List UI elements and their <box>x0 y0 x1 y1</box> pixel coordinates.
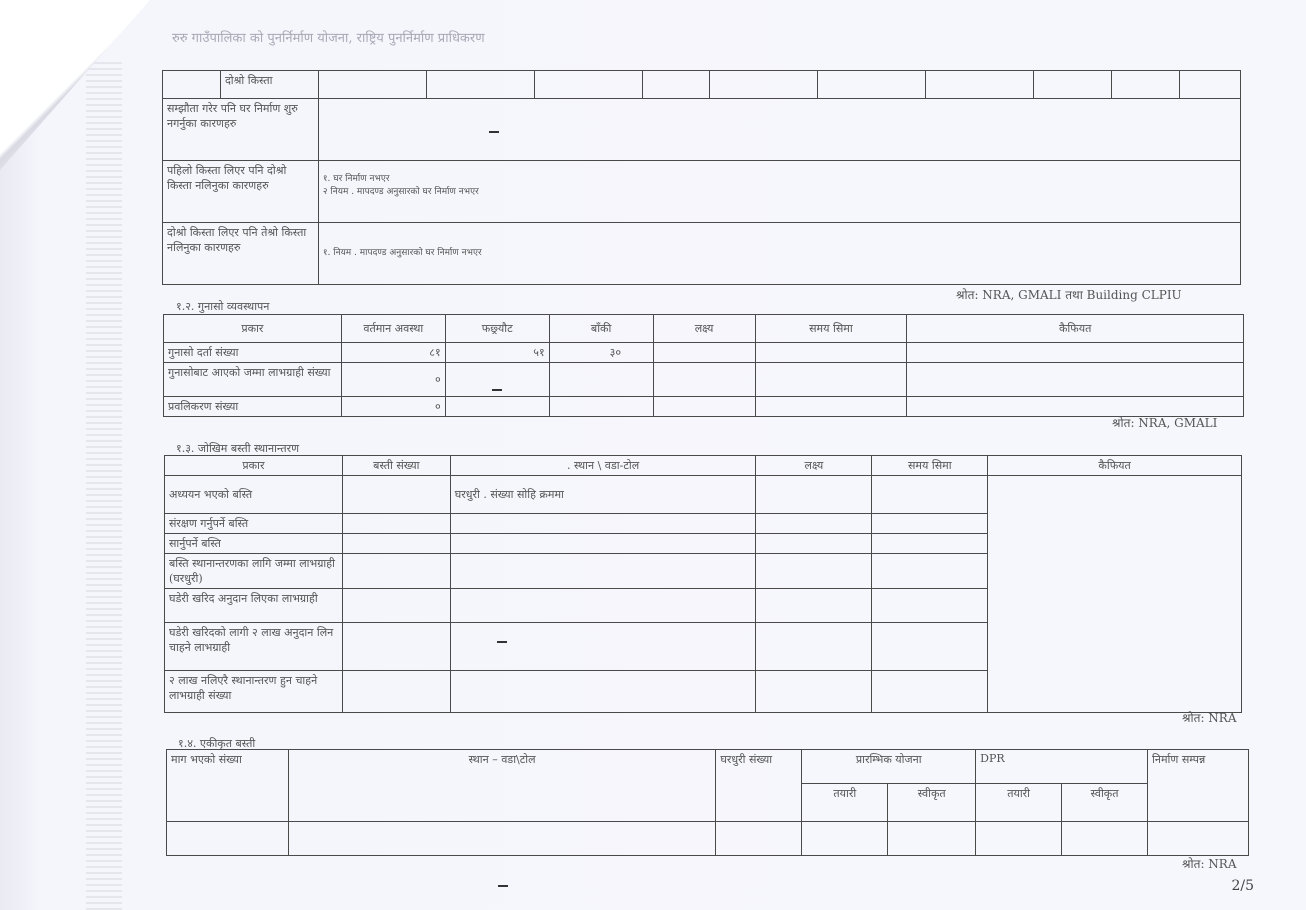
page-number: 2/5 <box>1231 878 1254 894</box>
table-row: बस्ति स्थानान्तरणका लागि जम्मा लाभग्राही (घरधुरी) <box>165 554 1242 589</box>
page-header: रुरु गाउँपालिका को पुनर्निर्माण योजना, राष्ट्रिय पुनर्निर्माण प्राधिकरण <box>172 31 485 46</box>
dash-mark <box>497 641 507 643</box>
col-remarks: कैफियत <box>988 456 1242 476</box>
source-note-3: श्रोत: NRA <box>1182 711 1237 725</box>
col-place: . स्थान \ वडा-टोल <box>450 456 756 476</box>
reasons-first-label: पहिलो किस्ता लिएर पनि दोश्रो किस्ता नलिनुका कारणहरु <box>163 161 319 223</box>
col-deadline: समय सिमा <box>872 456 988 476</box>
col-type: प्रकार <box>165 456 343 476</box>
reason-first-2: २ नियम . मापदण्ड अनुसारको घर निर्माण नभएर <box>322 187 479 197</box>
integrated-settlement-section-title: १.४. एकीकृत बस्ती <box>178 737 256 750</box>
table-row: संरक्षण गर्नुपर्ने बस्ति <box>165 514 1242 534</box>
col-prepare-1: तयारी <box>802 784 888 822</box>
col-preliminary: प्रारम्भिक योजना <box>802 750 976 784</box>
integrated-settlement-table <box>166 749 1249 856</box>
reason-first-1: १. घर निर्माण नभएर <box>322 174 390 184</box>
table-row <box>167 822 1249 856</box>
table-row: गुनासो दर्ता संख्या ८१ ५१ ३० <box>164 343 1244 363</box>
col-households: घरधुरी संख्या <box>716 750 802 822</box>
source-note-1: श्रोत: NRA, GMALI तथा Building CLPIU <box>956 288 1182 302</box>
col-type: प्रकार <box>164 315 342 343</box>
remarks-merged-cell <box>988 476 1242 713</box>
table-row: घडेरी खरिदको लागी २ लाख अनुदान लिन चाहने लाभग्राही <box>165 623 1242 671</box>
table-row: घडेरी खरिद अनुदान लिएका लाभग्राही <box>165 589 1242 623</box>
table-row: गुनासोबाट आएको जम्मा लाभग्राही संख्या ० <box>164 363 1244 397</box>
reasons-not-started-label: सम्झौता गरेर पनि घर निर्माण शुरु नगर्नुका कारणहरु <box>163 99 319 161</box>
col-remarks: कैफियत <box>907 315 1244 343</box>
table-row: सार्नुपर्ने बस्ति <box>165 534 1242 554</box>
col-prepare-2: तयारी <box>976 784 1062 822</box>
source-note-2: श्रोत: NRA, GMALI <box>1112 416 1218 430</box>
col-settled: फछ्र्यौट <box>445 315 549 343</box>
table-row: प्रवलिकरण संख्या ० <box>164 397 1244 417</box>
col-dpr: DPR <box>976 750 1148 784</box>
col-remaining: बाँकी <box>549 315 653 343</box>
col-current: वर्तमान अवस्था <box>341 315 445 343</box>
col-target: लक्ष्य <box>653 315 755 343</box>
second-installment-label: दोश्रो किस्ता <box>220 71 318 99</box>
table-row: २ लाख नलिएरै स्थानान्तरण हुन चाहने लाभग्राही संख्या <box>165 671 1242 713</box>
dash-mark <box>489 131 499 133</box>
grievance-section-title: १.२. गुनासो व्यवस्थापन <box>176 300 270 313</box>
col-settlement-count: बस्ती संख्या <box>342 456 450 476</box>
reasons-second-label: दोश्रो किस्ता लिएर पनि तेश्रो किस्ता नलिनुका कारणहरु <box>163 223 319 285</box>
dash-mark <box>498 885 508 887</box>
table-row: अध्ययन भएको बस्ति घरधुरी . संख्या सोहि क्रममा <box>165 476 1242 514</box>
empty-cell <box>163 71 221 99</box>
dash-mark <box>492 389 502 391</box>
col-target: लक्ष्य <box>756 456 872 476</box>
binding-edge <box>86 60 122 910</box>
col-completed: निर्माण सम्पन्न <box>1148 750 1249 822</box>
col-demand: माग भएको संख्या <box>167 750 289 822</box>
col-approved-1: स्वीकृत <box>888 784 976 822</box>
installment-table <box>162 70 1241 285</box>
reason-second-1: १. नियम . मापदण्ड अनुसारको घर निर्माण नभएर <box>322 248 482 258</box>
risk-settlement-table <box>164 455 1242 713</box>
source-note-4: श्रोत: NRA <box>1182 857 1237 871</box>
col-deadline: समय सिमा <box>755 315 907 343</box>
grievance-table <box>163 314 1244 417</box>
col-approved-2: स्वीकृत <box>1062 784 1148 822</box>
col-place: स्थान – वडा\टोल <box>288 750 716 822</box>
risk-settlement-section-title: १.३. जोखिम बस्ती स्थानान्तरण <box>176 442 300 455</box>
